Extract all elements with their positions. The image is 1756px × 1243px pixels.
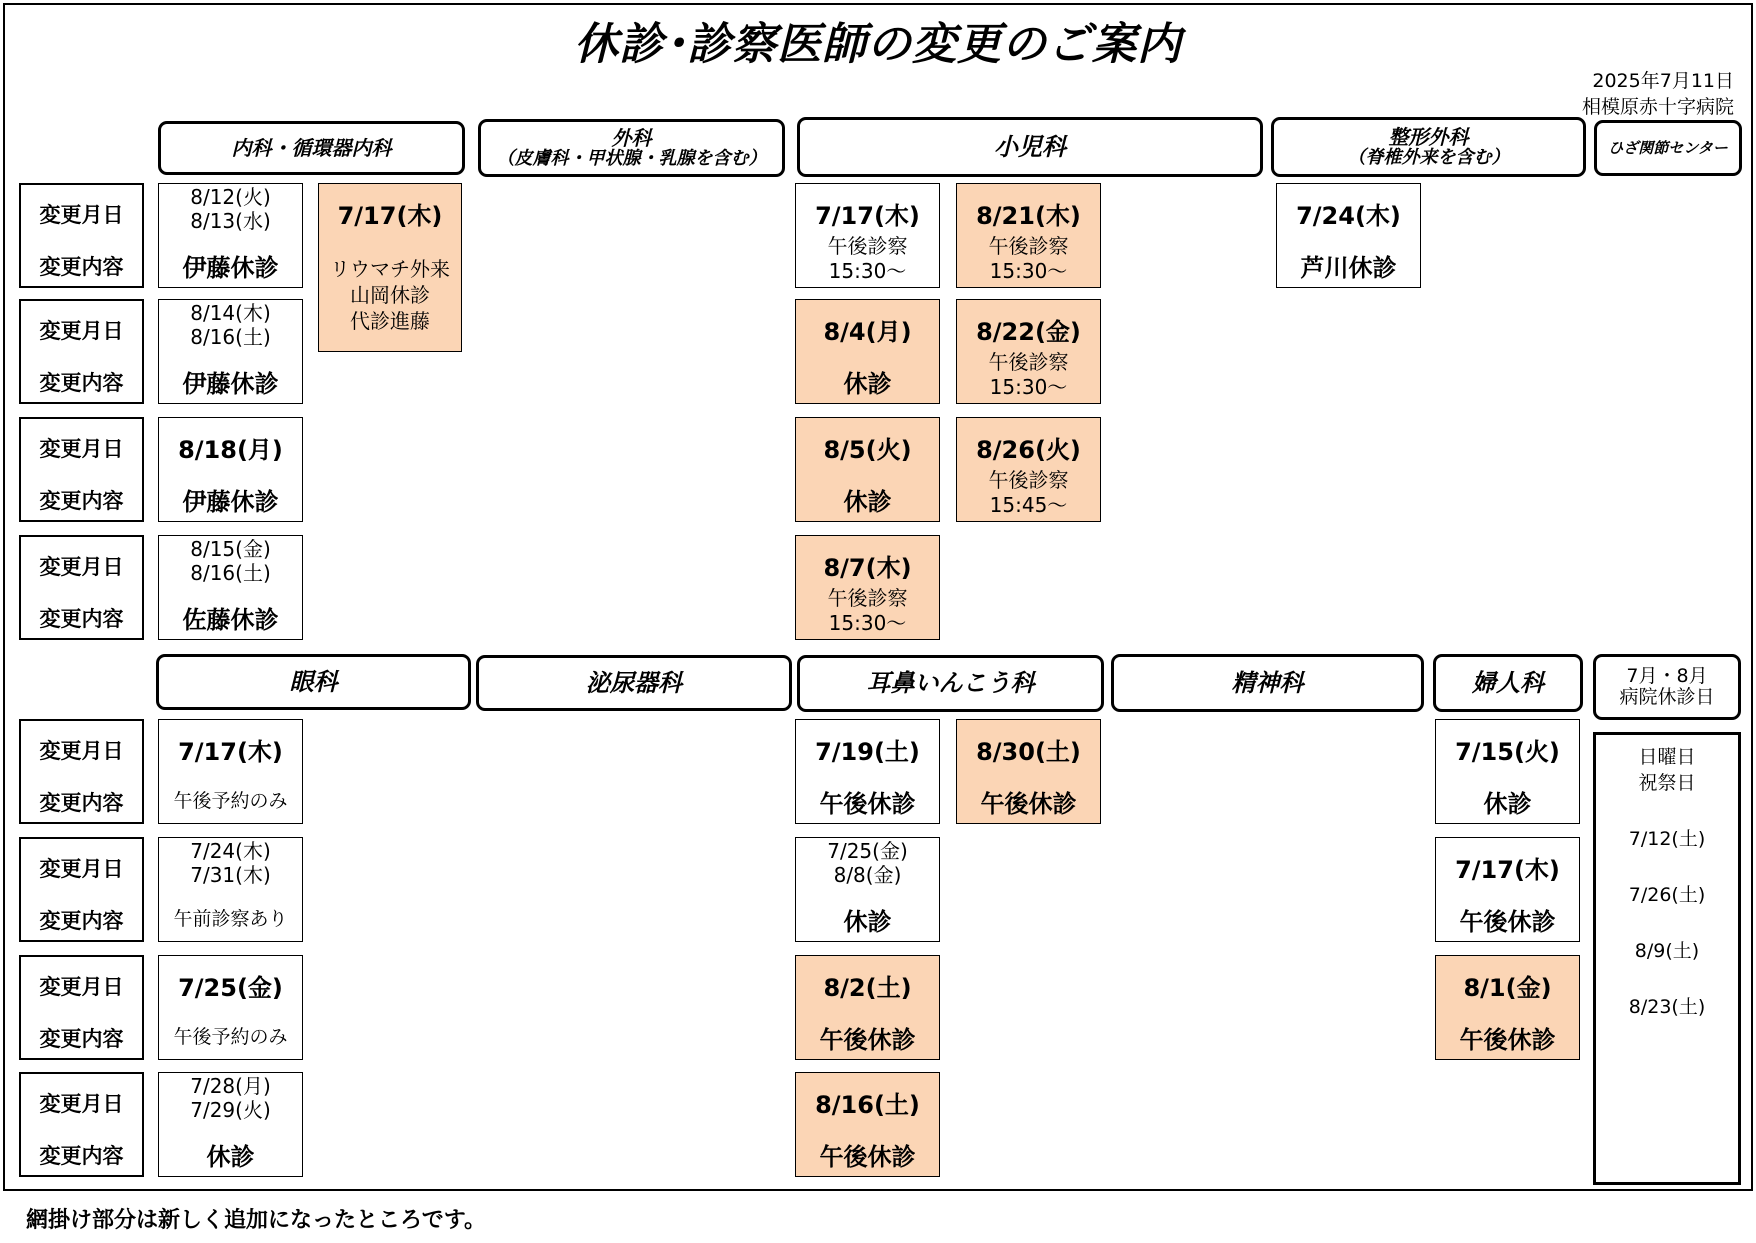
cell-content: 伊藤休診 bbox=[182, 254, 279, 282]
cell-content bbox=[957, 468, 1100, 518]
row-label-bottom-2 bbox=[19, 837, 144, 942]
ganka-cell-1 bbox=[158, 719, 303, 824]
row-label-top-2 bbox=[19, 299, 144, 404]
cell-line: 午後診察 bbox=[988, 234, 1069, 258]
dept-header-ganka bbox=[156, 654, 471, 710]
cell-date: 7/17(木) bbox=[178, 738, 283, 766]
shonika-cell-b2 bbox=[956, 299, 1101, 404]
dept-header-ganka-label: 眼科 bbox=[289, 667, 338, 696]
seikei-cell-1 bbox=[1276, 183, 1421, 288]
cell-line: リウマチ外来 bbox=[330, 257, 450, 281]
shonika-cell-b1 bbox=[956, 183, 1101, 288]
cell-content: 午後休診 bbox=[1459, 1026, 1556, 1054]
dept-header-hiza bbox=[1594, 120, 1742, 176]
dept-header-fujin bbox=[1433, 654, 1583, 712]
ganka-cell-4 bbox=[158, 1072, 303, 1177]
cell-line: 15:30～ bbox=[989, 259, 1068, 283]
naika-cell-rheumatology bbox=[318, 183, 462, 352]
dept-header-hinyoki bbox=[476, 655, 792, 711]
dept-header-jibi-label: 耳鼻いんこう科 bbox=[866, 669, 1035, 698]
row-label-top-3 bbox=[19, 417, 144, 522]
page-title: 休診･診察医師の変更のご案内 bbox=[574, 19, 1182, 70]
dept-header-seishin-label: 精神科 bbox=[1231, 668, 1304, 697]
cell-date: 8/14(木) bbox=[190, 301, 271, 325]
cell-line: 午後診察 bbox=[988, 468, 1069, 492]
naika-cell-1 bbox=[158, 183, 303, 288]
dept-header-seikei bbox=[1271, 117, 1586, 177]
fujin-cell-2 bbox=[1435, 837, 1580, 942]
cell-line: 午後診察 bbox=[827, 586, 908, 610]
cell-content: 午後休診 bbox=[819, 790, 916, 818]
row-label-top-1 bbox=[19, 183, 144, 288]
cell-dates bbox=[159, 185, 302, 233]
label-date: 変更月日 bbox=[39, 555, 124, 579]
cell-content bbox=[957, 350, 1100, 400]
row-label-bottom-4 bbox=[19, 1072, 144, 1177]
cell-content: 伊藤休診 bbox=[182, 488, 279, 516]
cell-dates bbox=[796, 839, 939, 887]
cell-date: 7/15(火) bbox=[1455, 738, 1560, 766]
jibi-cell-a3 bbox=[795, 955, 940, 1060]
holiday-item: 7/26(土) bbox=[1628, 884, 1706, 906]
holiday-item: 祝祭日 bbox=[1638, 772, 1696, 794]
cell-date: 8/5(火) bbox=[823, 436, 912, 464]
cell-content: 休診 bbox=[843, 908, 892, 936]
label-content: 変更内容 bbox=[39, 489, 124, 513]
dept-header-seikei-sub: （脊椎外来を含む） bbox=[1347, 147, 1510, 169]
label-date: 変更月日 bbox=[39, 739, 124, 763]
cell-date: 8/16(土) bbox=[190, 325, 271, 349]
fujin-cell-1 bbox=[1435, 719, 1580, 824]
ganka-cell-3 bbox=[158, 955, 303, 1060]
cell-content bbox=[319, 256, 461, 334]
cell-content: 午後休診 bbox=[819, 1143, 916, 1171]
dept-header-hiza-label: ひざ関節センター bbox=[1608, 138, 1728, 157]
label-content: 変更内容 bbox=[39, 607, 124, 631]
jibi-cell-a2 bbox=[795, 837, 940, 942]
row-label-bottom-1 bbox=[19, 719, 144, 824]
shonika-cell-a1 bbox=[795, 183, 940, 288]
shonika-cell-a3 bbox=[795, 417, 940, 522]
cell-line: 15:45～ bbox=[989, 493, 1068, 517]
cell-date: 7/31(木) bbox=[190, 863, 271, 887]
cell-date: 8/1(金) bbox=[1463, 974, 1552, 1002]
dept-header-naika bbox=[158, 121, 465, 175]
cell-date: 8/21(木) bbox=[976, 202, 1081, 230]
cell-date: 8/16(土) bbox=[815, 1091, 920, 1119]
cell-date: 7/25(金) bbox=[178, 974, 283, 1002]
jibi-cell-a1 bbox=[795, 719, 940, 824]
cell-date: 8/22(金) bbox=[976, 318, 1081, 346]
dept-header-shonika bbox=[797, 117, 1263, 177]
label-content: 変更内容 bbox=[39, 371, 124, 395]
cell-content: 伊藤休診 bbox=[182, 370, 279, 398]
label-date: 変更月日 bbox=[39, 975, 124, 999]
dept-header-shonika-label: 小児科 bbox=[994, 132, 1066, 161]
cell-date: 7/17(木) bbox=[815, 202, 920, 230]
cell-date: 7/24(木) bbox=[1296, 202, 1401, 230]
cell-date: 7/24(木) bbox=[190, 839, 271, 863]
shonika-cell-a2 bbox=[795, 299, 940, 404]
cell-content: 午前診察あり bbox=[173, 908, 288, 930]
naika-cell-4 bbox=[158, 535, 303, 640]
row-label-bottom-3 bbox=[19, 955, 144, 1060]
label-content: 変更内容 bbox=[39, 1144, 124, 1168]
cell-content: 休診 bbox=[843, 488, 892, 516]
cell-line: 山岡休診 bbox=[350, 283, 430, 307]
cell-date: 8/4(月) bbox=[823, 318, 912, 346]
naika-cell-2 bbox=[158, 299, 303, 404]
cell-content bbox=[796, 234, 939, 284]
cell-line: 代診進藤 bbox=[350, 309, 430, 333]
label-date: 変更月日 bbox=[39, 319, 124, 343]
label-content: 変更内容 bbox=[39, 255, 124, 279]
cell-content: 芦川休診 bbox=[1300, 254, 1397, 282]
cell-date: 8/7(木) bbox=[823, 554, 912, 582]
ganka-cell-2 bbox=[158, 837, 303, 942]
label-content: 変更内容 bbox=[39, 909, 124, 933]
cell-date: 8/18(月) bbox=[178, 436, 283, 464]
cell-date: 8/16(土) bbox=[190, 561, 271, 585]
cell-line: 午後診察 bbox=[827, 234, 908, 258]
cell-date: 8/13(水) bbox=[190, 209, 271, 233]
label-content: 変更内容 bbox=[39, 1027, 124, 1051]
cell-dates bbox=[159, 839, 302, 887]
cell-date: 8/2(土) bbox=[823, 974, 912, 1002]
hospital-name: 相模原赤十字病院 bbox=[1581, 96, 1734, 118]
label-date: 変更月日 bbox=[39, 857, 124, 881]
cell-line: 15:30～ bbox=[989, 375, 1068, 399]
cell-date: 7/29(火) bbox=[190, 1098, 271, 1122]
label-content: 変更内容 bbox=[39, 791, 124, 815]
dept-header-naika-label: 内科・循環器内科 bbox=[231, 136, 392, 160]
cell-content: 休診 bbox=[1483, 790, 1532, 818]
cell-dates bbox=[159, 301, 302, 349]
dept-header-geka-sub: （皮膚科・甲状腺・乳腺を含む） bbox=[496, 148, 767, 170]
cell-date: 7/17(木) bbox=[1455, 856, 1560, 884]
cell-line: 15:30～ bbox=[828, 611, 907, 635]
dept-header-hinyoki-label: 泌尿器科 bbox=[586, 668, 682, 697]
dept-header-jibi bbox=[797, 655, 1104, 712]
holiday-item: 8/9(土) bbox=[1634, 940, 1700, 962]
cell-content: 午後休診 bbox=[1459, 908, 1556, 936]
shonika-cell-a4 bbox=[795, 535, 940, 640]
footnote: 網掛け部分は新しく追加になったところです。 bbox=[26, 1208, 487, 1233]
dept-header-seikei-label: 整形外科 bbox=[1388, 125, 1469, 150]
cell-date: 8/30(土) bbox=[976, 738, 1081, 766]
cell-date: 8/12(火) bbox=[190, 185, 271, 209]
fujin-cell-3 bbox=[1435, 955, 1580, 1060]
cell-content: 休診 bbox=[843, 370, 892, 398]
cell-date: 8/26(火) bbox=[976, 436, 1081, 464]
cell-date: 7/28(月) bbox=[190, 1074, 271, 1098]
holiday-header-line1: 7月・8月 bbox=[1626, 665, 1708, 688]
holiday-header bbox=[1593, 654, 1741, 720]
holiday-header-line2: 病院休診日 bbox=[1619, 686, 1715, 708]
cell-dates bbox=[159, 537, 302, 585]
cell-content: 休診 bbox=[206, 1143, 255, 1171]
cell-line: 15:30～ bbox=[828, 259, 907, 283]
cell-date: 7/19(土) bbox=[815, 738, 920, 766]
cell-line: 午後診察 bbox=[988, 350, 1069, 374]
row-label-top-4 bbox=[19, 535, 144, 640]
holiday-item: 8/23(土) bbox=[1628, 996, 1706, 1018]
holiday-item: 日曜日 bbox=[1638, 746, 1696, 768]
cell-dates bbox=[159, 1074, 302, 1122]
cell-content: 午後休診 bbox=[980, 790, 1077, 818]
dept-header-seishin bbox=[1111, 654, 1424, 712]
dept-header-geka-label: 外科 bbox=[611, 126, 652, 151]
notice-date: 2025年7月11日 bbox=[1592, 70, 1734, 92]
dept-header-geka bbox=[478, 119, 785, 177]
cell-date: 7/25(金) bbox=[827, 839, 908, 863]
jibi-cell-b1 bbox=[956, 719, 1101, 824]
jibi-cell-a4 bbox=[795, 1072, 940, 1177]
cell-content: 午後休診 bbox=[819, 1026, 916, 1054]
cell-date: 8/15(金) bbox=[190, 537, 271, 561]
label-date: 変更月日 bbox=[39, 203, 124, 227]
label-date: 変更月日 bbox=[39, 1092, 124, 1116]
cell-content: 午後予約のみ bbox=[173, 1026, 288, 1048]
cell-content: 午後予約のみ bbox=[173, 790, 288, 812]
holiday-item: 7/12(土) bbox=[1628, 828, 1706, 850]
cell-content: 佐藤休診 bbox=[182, 606, 279, 634]
cell-date: 7/17(木) bbox=[337, 202, 443, 230]
cell-content bbox=[796, 586, 939, 636]
label-date: 変更月日 bbox=[39, 437, 124, 461]
cell-date: 8/8(金) bbox=[833, 863, 902, 887]
naika-cell-3 bbox=[158, 417, 303, 522]
shonika-cell-b3 bbox=[956, 417, 1101, 522]
cell-content bbox=[957, 234, 1100, 284]
holiday-list bbox=[1593, 732, 1741, 1185]
dept-header-fujin-label: 婦人科 bbox=[1472, 668, 1544, 697]
